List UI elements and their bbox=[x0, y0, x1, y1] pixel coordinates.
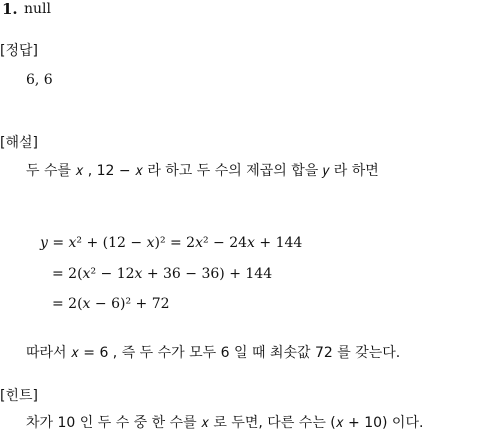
equation-line-3: = 2(𝑥 − 6)² + 72 bbox=[52, 296, 170, 312]
hint-text: 차가 10 인 두 수 중 한 수를 𝑥 로 두면, 다른 수는 (𝑥 + 10) 이다. bbox=[26, 415, 424, 431]
question-number: 1. bbox=[2, 0, 18, 18]
equation-line-1: 𝑦 = 𝑥² + (12 − 𝑥)² = 2𝑥² − 24𝑥 + 144 bbox=[40, 235, 303, 251]
explanation-conclusion: 따라서 𝑥 = 6 , 즉 두 수가 모두 6 일 때 최솟값 72 를 갖는다. bbox=[26, 345, 401, 361]
equation-line-2: = 2(𝑥² − 12𝑥 + 36 − 36) + 144 bbox=[52, 266, 273, 282]
hint-header: [힌트] bbox=[0, 388, 38, 404]
explanation-intro: 두 수를 𝑥 , 12 − 𝑥 라 하고 두 수의 제곱의 합을 𝑦 라 하면 bbox=[26, 163, 379, 179]
answer-value: 6, 6 bbox=[26, 72, 53, 88]
explanation-header: [해설] bbox=[0, 135, 38, 151]
answer-header: [정답] bbox=[0, 43, 38, 59]
question-text: null bbox=[24, 1, 51, 17]
